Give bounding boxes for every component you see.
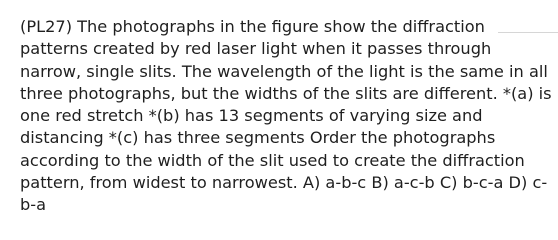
question-text: (PL27) The photographs in the figure show the diffraction patterns created by red laser light when it passes through narrow, single slits. The wavelength of the light is the same in all three photographs, but the widths of the slits are different. *(a) is one red stretch *(b) has 13 segments of varying size and distancing *(c) has three segments Order the photographs according to the width of the slit used to create the diffraction pattern, from widest to narrowest. A) a-b-c B) a-c-b C) b-c-a D) c-b-a xyxy=(20,17,552,215)
